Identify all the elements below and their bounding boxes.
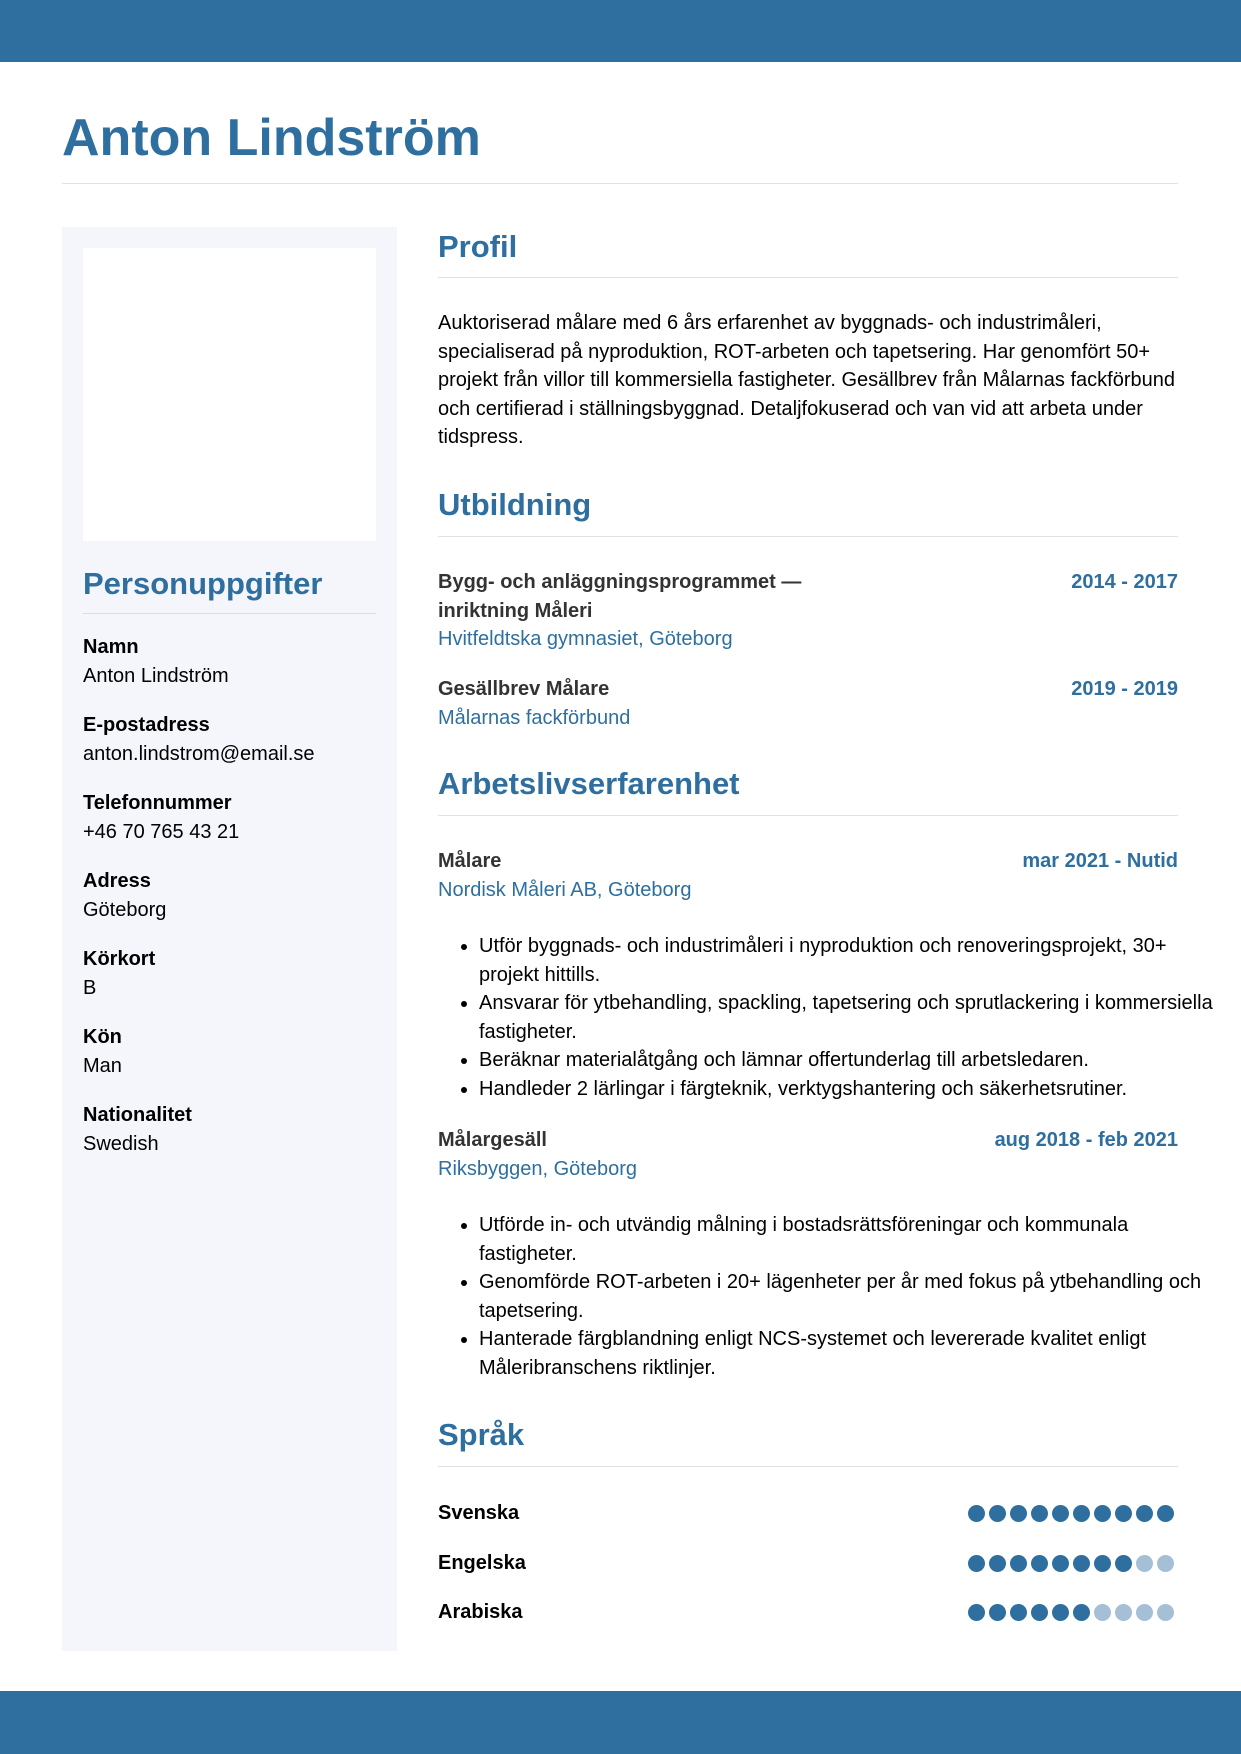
education-date: 2014 - 2017 — [1071, 571, 1178, 593]
level-dot-filled — [1010, 1604, 1027, 1621]
personal-info-license — [83, 945, 376, 1023]
personal-info-label: Körkort — [83, 948, 156, 970]
job-title: Målargesäll — [438, 1129, 547, 1151]
language-level-dots — [968, 1604, 1174, 1621]
resume-name: Anton Lindström — [62, 109, 481, 167]
language-name: Svenska — [438, 1502, 520, 1524]
education-degree: Gesällbrev Målare — [438, 678, 610, 700]
job-title: Målare — [438, 850, 502, 872]
job-duties-list — [438, 932, 1219, 1104]
personal-info-value: B — [83, 977, 97, 999]
sidebar-divider — [83, 613, 376, 614]
profile-photo-placeholder — [83, 248, 376, 541]
job-date: aug 2018 - feb 2021 — [994, 1129, 1178, 1151]
personal-info-address — [83, 867, 376, 945]
job-duty: • Handleder 2 lärlingar i färgteknik, verktygshantering och säkerhetsrutiner. — [479, 1075, 1219, 1104]
language-row — [438, 1597, 1178, 1627]
personal-info-label: E-postadress — [83, 714, 210, 736]
personal-info-label: Telefonnummer — [83, 792, 232, 814]
personal-info-email — [83, 711, 376, 789]
personal-info-label: Namn — [83, 636, 139, 658]
level-dot-empty — [1157, 1604, 1174, 1621]
education-divider — [438, 536, 1178, 537]
personal-info-value: Anton Lindström — [83, 665, 229, 687]
language-name: Engelska — [438, 1552, 526, 1574]
level-dot-empty — [1157, 1555, 1174, 1572]
level-dot-filled — [968, 1555, 985, 1572]
languages-divider — [438, 1466, 1178, 1467]
education-school: Hvitfeldtska gymnasiet, Göteborg — [438, 628, 733, 651]
language-level-dots — [968, 1505, 1174, 1522]
level-dot-empty — [1115, 1604, 1132, 1621]
personal-info-label: Adress — [83, 870, 151, 892]
experience-entry — [438, 847, 1178, 904]
sidebar — [62, 227, 397, 1651]
level-dot-filled — [968, 1604, 985, 1621]
job-duty: • Hanterade färgblandning enligt NCS-systemet och levererade kvalitet enligt Måleribranschens riktlinjer. — [479, 1325, 1219, 1382]
level-dot-filled — [1136, 1505, 1153, 1522]
level-dot-filled — [1010, 1555, 1027, 1572]
level-dot-filled — [1031, 1604, 1048, 1621]
level-dot-filled — [1052, 1555, 1069, 1572]
personal-info-phone — [83, 789, 376, 867]
language-row — [438, 1548, 1178, 1578]
top-band — [0, 0, 1241, 62]
personal-info-name — [83, 633, 376, 711]
level-dot-empty — [1136, 1604, 1153, 1621]
job-duties-list — [438, 1211, 1219, 1383]
bottom-band — [0, 1691, 1241, 1754]
profile-heading: Profil — [438, 229, 518, 264]
level-dot-filled — [1031, 1555, 1048, 1572]
level-dot-filled — [1115, 1555, 1132, 1572]
personal-info-value: Göteborg — [83, 899, 167, 921]
education-entry — [438, 568, 1178, 654]
job-duty: • Genomförde ROT-arbeten i 20+ lägenheter per år med fokus på ytbehandling och tapetsering. — [479, 1268, 1219, 1325]
language-row — [438, 1498, 1178, 1528]
level-dot-filled — [1073, 1604, 1090, 1621]
personal-info-heading: Personuppgifter — [83, 566, 323, 601]
language-level-dots — [968, 1555, 1174, 1572]
language-name: Arabiska — [438, 1601, 523, 1623]
job-employer: Nordisk Måleri AB, Göteborg — [438, 878, 692, 901]
job-duty: • Utförde in- och utvändig målning i bostadsrättsföreningar och kommunala fastigheter. — [479, 1211, 1219, 1268]
level-dot-empty — [1136, 1555, 1153, 1572]
personal-info-label: Kön — [83, 1026, 122, 1048]
job-date: mar 2021 - Nutid — [1022, 850, 1178, 872]
experience-entry — [438, 1126, 1178, 1183]
job-employer: Riksbyggen, Göteborg — [438, 1157, 638, 1180]
level-dot-filled — [1073, 1555, 1090, 1572]
personal-info-nationality — [83, 1101, 376, 1179]
level-dot-filled — [1052, 1505, 1069, 1522]
job-duty: • Ansvarar för ytbehandling, spackling, tapetsering och sprutlackering i kommersiella fastigheter. — [479, 989, 1219, 1046]
personal-info-list — [83, 633, 376, 1179]
experience-divider — [438, 815, 1178, 816]
personal-info-value: Man — [83, 1055, 122, 1077]
languages-heading: Språk — [438, 1417, 525, 1452]
profile-text: Auktoriserad målare med 6 års erfarenhet av byggnads- och industrimåleri, specialiserad på nyproduktion, ROT-arbeten och tapetsering. Har genomfört 50+ projekt från villor till kommersiella fastigheter. Gesällbrev från Målarnas fackförbund och certifierad i ställningsbyggnad. Detaljfokuserad och van vid att arbeta under tidspress. — [438, 312, 1175, 449]
level-dot-filled — [1157, 1505, 1174, 1522]
level-dot-filled — [968, 1505, 985, 1522]
level-dot-filled — [1031, 1505, 1048, 1522]
level-dot-filled — [1094, 1555, 1111, 1572]
education-degree: Bygg- och anläggningsprogrammet — inriktning Måleri — [438, 571, 802, 622]
level-dot-filled — [1073, 1505, 1090, 1522]
name-divider — [62, 183, 1178, 184]
education-school: Målarnas fackförbund — [438, 706, 631, 729]
level-dot-filled — [1115, 1505, 1132, 1522]
level-dot-filled — [1094, 1505, 1111, 1522]
job-duty: • Utför byggnads- och industrimåleri i nyproduktion och renoveringsprojekt, 30+ projekt hittills. — [479, 932, 1219, 989]
education-date: 2019 - 2019 — [1071, 678, 1178, 700]
education-entry — [438, 675, 1178, 732]
experience-heading: Arbetslivserfarenhet — [438, 766, 740, 801]
personal-info-gender — [83, 1023, 376, 1101]
education-heading: Utbildning — [438, 487, 592, 522]
level-dot-empty — [1094, 1604, 1111, 1621]
personal-info-label: Nationalitet — [83, 1104, 192, 1126]
level-dot-filled — [989, 1555, 1006, 1572]
level-dot-filled — [989, 1604, 1006, 1621]
personal-info-value: Swedish — [83, 1133, 159, 1155]
profile-divider — [438, 277, 1178, 278]
personal-info-value: +46 70 765 43 21 — [83, 821, 240, 843]
level-dot-filled — [989, 1505, 1006, 1522]
job-duty: • Beräknar materialåtgång och lämnar offertunderlag till arbetsledaren. — [479, 1046, 1219, 1075]
level-dot-filled — [1052, 1604, 1069, 1621]
personal-info-value: anton.lindstrom@email.se — [83, 743, 315, 765]
level-dot-filled — [1010, 1505, 1027, 1522]
